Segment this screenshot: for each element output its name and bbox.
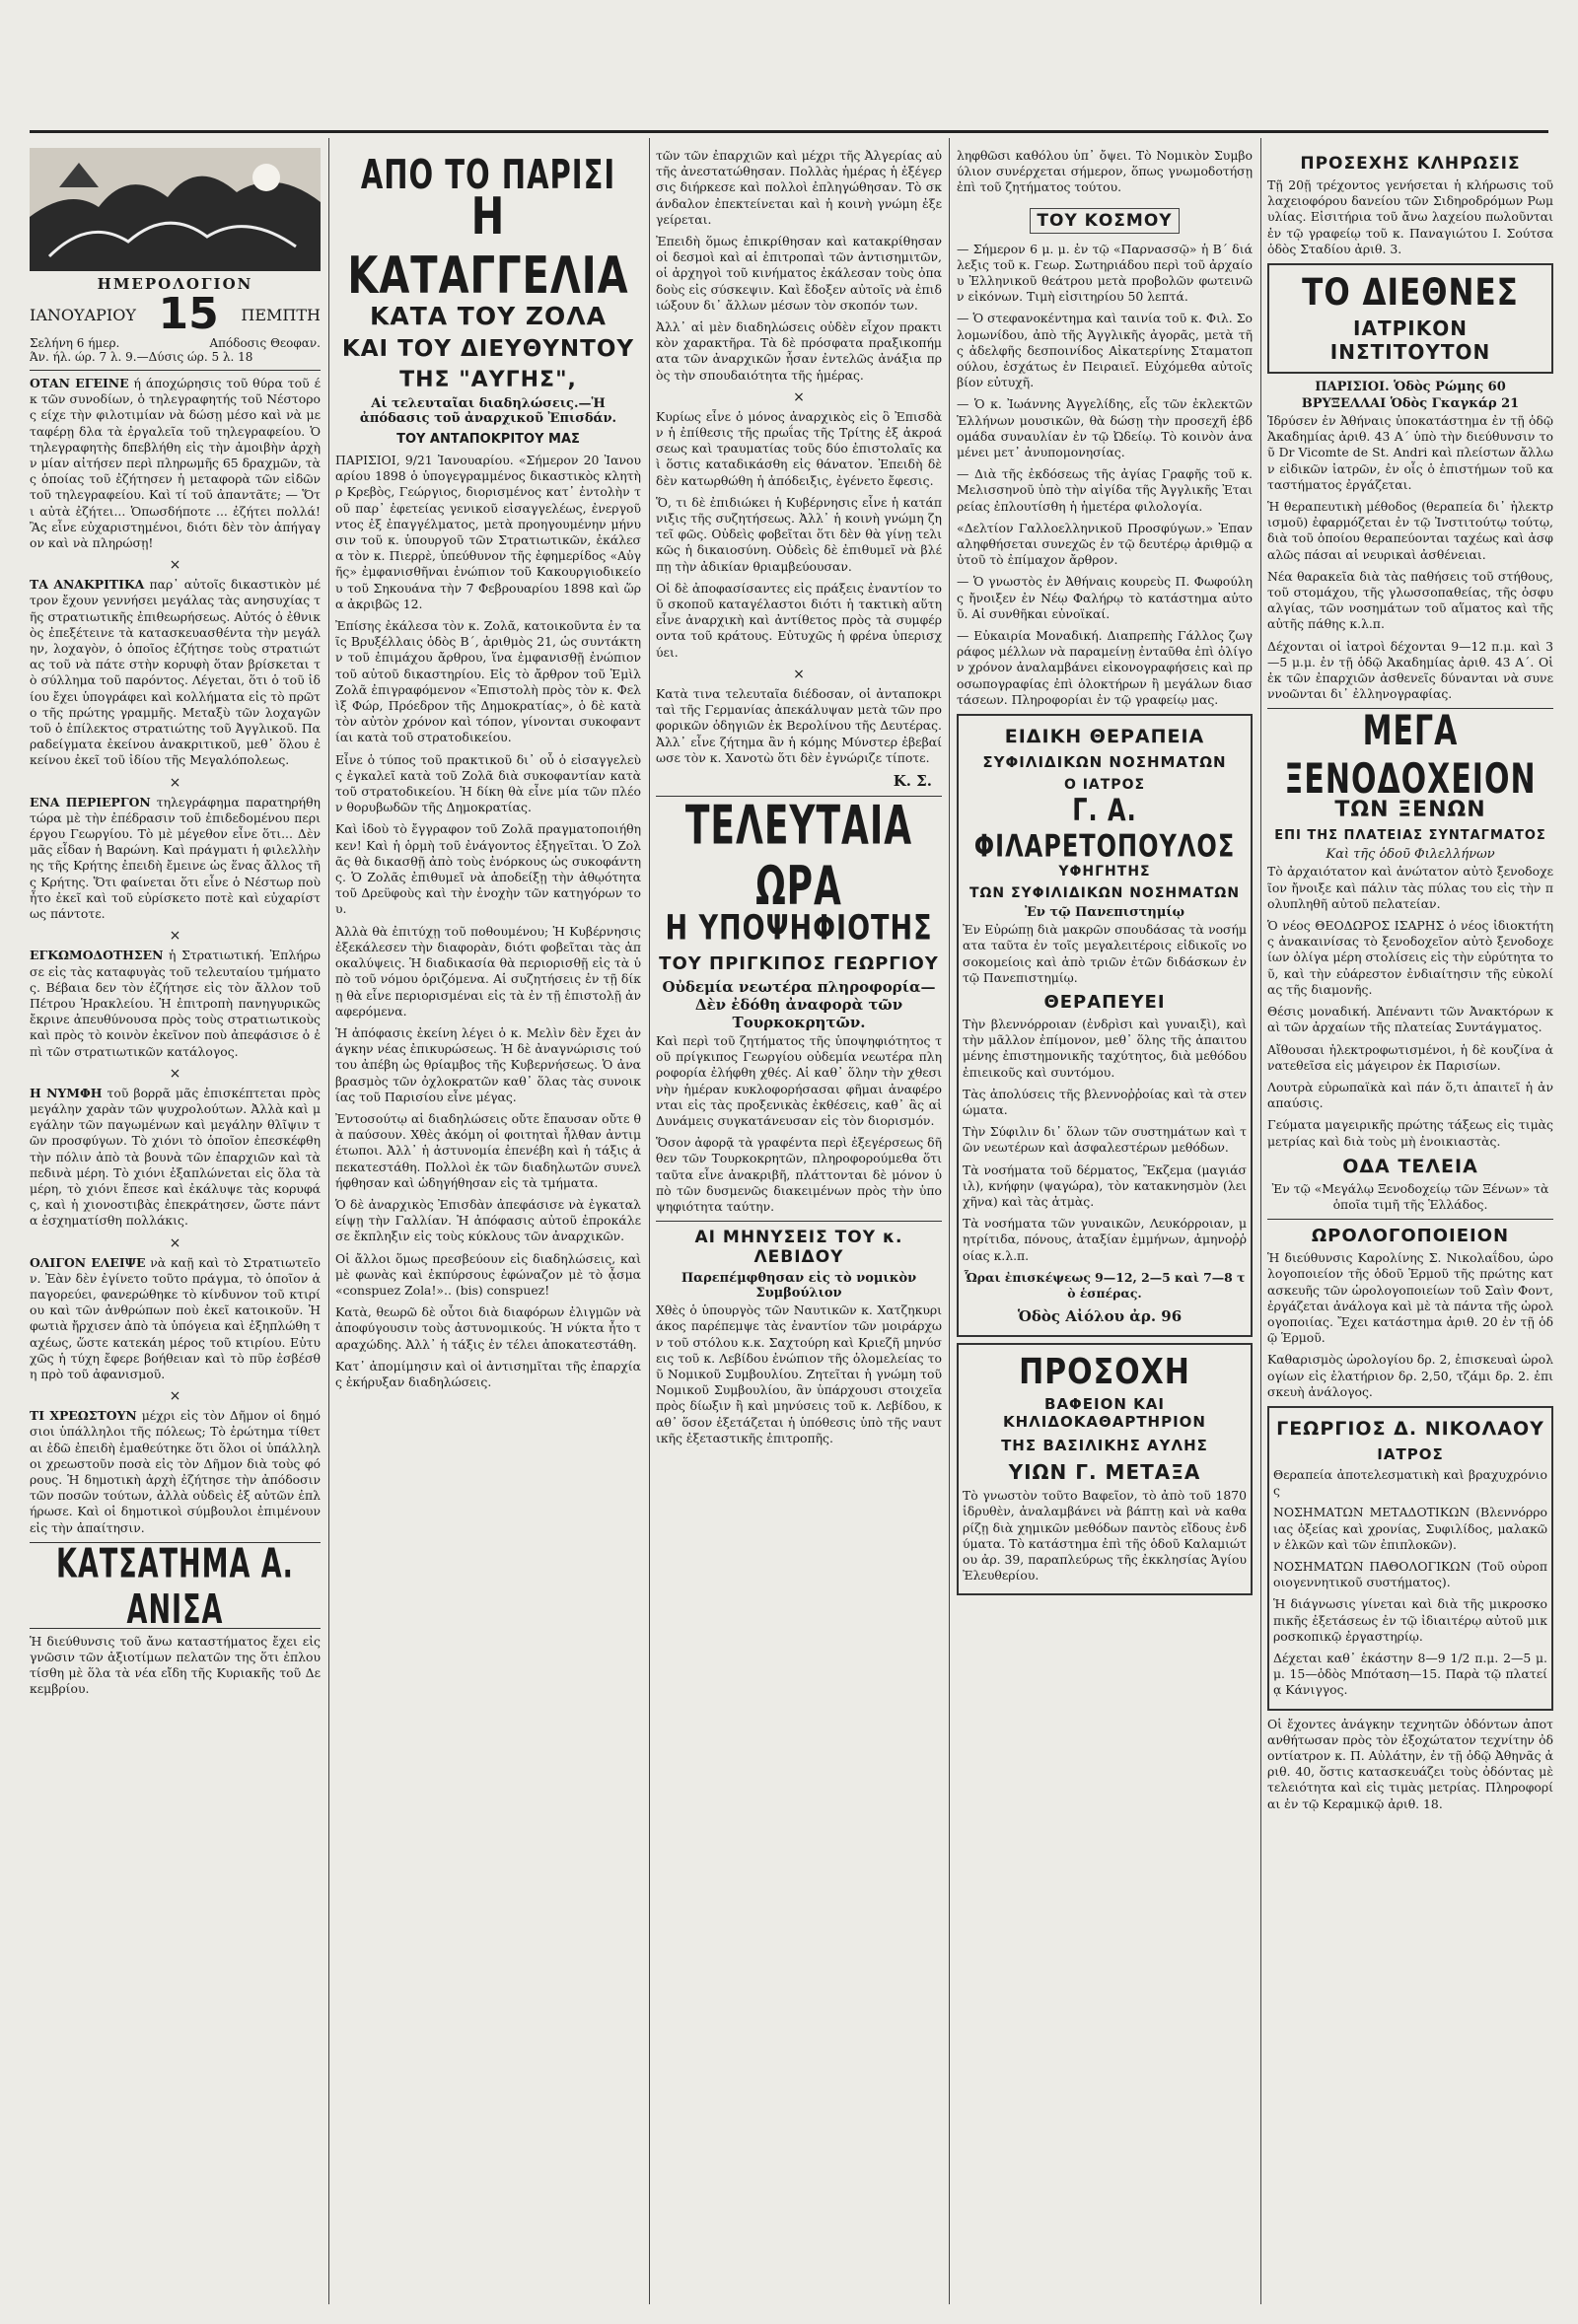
hotel-body	[1267, 864, 1553, 1149]
society-item: — Ὁ στεφανοκέντημα καὶ ταινία τοῦ κ. Φιλ. Σολομωνίδου, ἀπὸ τῆς Ἀγγλικῆς ἀγορᾶς, μετὰ τῆς ἀδελφῆς δεσποινίδος Αἰκατερίνης Σταματοπούλου, ἐσχάτως ἐν Πειραιεῖ. Εὐχόμεθα αὐτοῖς βίον εὐτυχῆ.	[957, 311, 1253, 390]
ad-international: ΤΟ ΔΙΕΘΝΕΣ	[1302, 271, 1519, 315]
hotel-paragraph: Ὁ νέος ΘΕΟΔΩΡΟΣ ΙΣΑΡΗΣ ὁ νέος ἰδιοκτήτης ἀνακαινίσας τὸ ξενοδοχεῖον αὐτὸ ξενοδοχείων ὀλίγα μέρη στολίσεις εἰς τὴν εὐρύτητα τοῦ, καὶ τὴν εὐάρεστον ἐνδιαίτησιν τῆς εὐκολίας τῆς διαμονῆς.	[1267, 918, 1553, 997]
news-item-text: τηλεγράφημα παρατηρήθη τώρα μὲ τὴν ἐπέδρασιν τοῦ ἐπιδεδομένου περιέργου Γεωργίου. Τὸ μὲ μέγεθον εἶνε ὅτι... Δὲν μᾶς εἶδαν ἡ Βαρώνη. Καὶ πράγματι ἡ φιλελλὴνης τῆς Κρήτης ἐπειδὴ ἔμεινε ὡς ἕνας ἄλλος τῆς Κρήτης. Ὅτι φαίνεται ὅτι εἶνε ὁ Νέστωρ ποὺ ἦτο ἐκεῖ καὶ τοῦ εὐρίσκετο ποτὲ καὶ εὐχαρίστως πάντοτε.	[30, 794, 321, 922]
article-paragraph: Ἡ ἀπόφασις ἐκείνη λέγει ὁ κ. Μελὶν δὲν ἔχει ἀνάγκην νέας ἐπικυρώσεως. Ἡ δὲ ἀναγνώρισις τούτου ἀπέβη ὡς θρίαμβος τῆς Κυβερνήσεως. Ὁ ἀναβρασμὸς τῶν ὀχλοκρατῶν καθ᾽ ὅλας τὰς συνοικίας τοῦ Παρισίου εἶνε μέγας.	[335, 1024, 641, 1104]
institute-paragraph: Νέα θαρακεῖα διὰ τὰς παθήσεις τοῦ στήθους, τοῦ στομάχου, τῆς γλωσσοπαθείας, τῆς ὀσφυαλγίας, τῶν νοσημάτων τοῦ αἵματος καὶ τῆς αὐτῆς πάθης κ.λ.π.	[1267, 568, 1553, 632]
society-item: — Εὐκαιρία Μοναδική. Διαπρεπὴς Γάλλος ζωγράφος μέλλων νὰ παραμείνῃ ἐνταῦθα ἐπὶ ὀλίγον χρόνον ἀναλαμβάνει εἰκονογραφήσεις καὶ προσωπογραφίας ἐπὶ ὁλοκτήρων ἢ μεγάλων διαστάσεων. Πληροφορίαι ἐν τῷ γραφείῳ μας.	[957, 628, 1253, 707]
article-paragraph: Καὶ περὶ τοῦ ζητήματος τῆς ὑποψηφιότητος τοῦ πρίγκιπος Γεωργίου οὐδεμία νεωτέρα πληροφορία ἐλήφθη χθές. Αἱ καθ᾽ ὅλην τὴν χθεσινὴν ἡμέραν κυκλοφορήσασαι φῆμαι ἀναφέρονται εἰς τὰς προξενικὰς ἐκθέσεις, καθ᾽ ἃς αἱ Δυνάμεις συγκατάνευσαν εἰς τὸν διορισμόν.	[656, 1032, 942, 1128]
society-item: — Σήμερον 6 μ. μ. ἐν τῷ «Παρνασσῷ» ἡ Β΄ διάλεξις τοῦ κ. Γεωρ. Σωτηριάδου περὶ τοῦ ἀρχαίου Ἑλληνικοῦ θεάτρου μετὰ προβολῶν φωτεινῶν εἰκόνων. Τιμὴ εἰσιτηρίου 50 λεπτά.	[957, 241, 1253, 305]
treatment-item: Τὴν Σύφιλιν δι᾽ ὅλων τῶν συστημάτων καὶ τῶν νεωτέρων καὶ ἀσφαλεστέρων μεθόδων.	[963, 1124, 1247, 1156]
ad-treats: ΘΕΡΑΠΕΥΕΙ	[1043, 991, 1166, 1013]
column-1	[30, 148, 321, 2304]
news-item-text: ἡ Στρατιωτική. Ἐπλήρωσε εἰς τὰς καταφυγὰς τοῦ τελευταίου τμήματος. Βέβαια δεν τὸν ἐζήτησε εἰς τὸν ἄλλον τοῦ Πέτρου Ἡρακλείου. Ἡ ἐπιτροπὴ πανηγυρικῶς ἔκρινε ἀπευθύνουσα πρὸς τοὺς στρατιωτικοὺς καὶ πρὸς τὸ κοινὸν ἐκεῖνον ποὺ ἀπεφάσισε ὁ ἐπὶ τῶν στρατιωτικῶν κατάλογος.	[30, 948, 321, 1059]
headline-director: ΚΑΙ ΤΟΥ ΔΙΕΥΘΥΝΤΟΥ	[341, 336, 635, 362]
separator-mark: ×	[793, 666, 805, 682]
column-rule	[949, 138, 950, 2304]
headline-levidis: ΑΙ ΜΗΝΥΣΕΙΣ ΤΟΥ κ. ΛΕΒΙΔΟΥ	[694, 1228, 903, 1268]
ad-nikolaou: ΓΕΩΡΓΙΟΣ Δ. ΝΙΚΟΛΑΟΥ	[1276, 1417, 1544, 1440]
calendar-feast: Απόδοσις Θεοφαν.	[209, 336, 321, 350]
article-paragraph: Ὅ, τι δὲ ἐπιδιώκει ἡ Κυβέρνησις εἶνε ἡ κατάπνιξις τῆς συζητήσεως. Ἀλλ᾽ ἡ κοινὴ γνώμη ζητεῖ φῶς. Οὐδεὶς φοβεῖται ὅτι δὲν θὰ γίνῃ τελικῶς ἡ δικαιοσύνη. Οὐδεὶς δὲ ἐπιθυμεῖ νὰ βλέπῃ τὴν ἀδικίαν θριαμβεύουσαν.	[656, 494, 942, 574]
column-4	[957, 148, 1253, 2304]
article-paragraph: Οἱ δὲ ἀποφασίσαντες εἰς πράξεις ἐναντίον τοῦ σκοποῦ καταγέλαστοι διότι ἡ τακτικὴ αὕτη εἶνε ἀναρχικὴ καὶ ἀντίθετος πρὸς τὰ συμφέροντα τοῦ κράτους. Εὐτυχῶς ἡ φρένα ὑπερισχύει.	[656, 580, 942, 660]
hotel-paragraph: Τὸ ἀρχαιότατον καὶ ἀνώτατον αὐτὸ ξενοδοχεῖον ἤνοιξε καὶ πάλιν τὰς πύλας του εἰς τὴν πολυπληθῆ αὐτοῦ πελατείαν.	[1267, 864, 1553, 911]
article-continuation	[656, 148, 942, 384]
ad-of-syphilis: ΤΩΝ ΣΥΦΙΛΙΔΙΚΩΝ ΝΟΣΗΜΑΤΩΝ	[968, 885, 1241, 902]
article-paragraph: Ἀλλ᾽ αἱ μὲν διαδηλώσεις οὐδὲν εἶχον πρακτικὸν χαρακτῆρα. Τὰ δὲ πρόσφατα πραξικοπήματα τῶν ἀναρχικῶν ἦσαν ἐντελῶς ἀνάξια πρὸς τὴν σπουδαιότητα τῆς ἡμέρας.	[656, 319, 942, 383]
subheadline-referred: Παρεπέμφθησαν εἰς τὸ νομικὸν Συμβούλιον	[681, 1271, 917, 1302]
separator-mark: ×	[169, 1234, 181, 1251]
subheadline-no-news: Οὐδεμία νεωτέρα πληροφορία—Δὲν ἐδόθη ἀναφορὰ τῶν Τουρκοκρητῶν.	[662, 977, 936, 1031]
nikolaou-paragraph: Δέχεται καθ᾽ ἑκάστην 8—9 1/2 π.μ. 2—5 μ.μ. 15—ὁδὸς Μπόταση—15. Παρὰ τῷ πλατείᾳ Κάνιγγος.	[1273, 1650, 1547, 1698]
calendar-day: 15	[158, 289, 219, 339]
article-paragraph: Ἐπίσης ἐκάλεσα τὸν κ. Ζολᾶ, κατοικοῦντα ἐν ταῖς Βρυξέλλαις ὁδὸς Β΄, ἀριθμὸς 21, ὡς συντάκτην τοῦ ἐπιμάχου ἄρθρου, ἵνα ἐμφανισθῇ ἐνώπιον τοῦ αὐτοῦ δικαστηρίου. Εἰς τὸ ἄρθρον τοῦ Ἐμὶλ Ζολᾶ ἐπιγραφόμενον «Ἐπιστολὴ πρὸς τὸν κ. Φελὶξ Φώρ, Πρόεδρον τῆς Δημοκρατίας», ὁ δὲ κατὰ τὸν αὐτὸν χρόνον καὶ τόπον, γίνονται συκοφαντίαι κατὰ τοῦ στρατοδικείου.	[335, 618, 641, 745]
ad-university: Ἐν τῷ Πανεπιστημίῳ	[1024, 905, 1185, 921]
ad-text: Ἡ διεύθυνσις τοῦ ἄνω καταστήματος ἔχει εἰς γνῶσιν τῶν ἀξιοτίμων πελατῶν της ὅτι ἐπλουτίσθη μὲ ὅλα τὰ νέα εἴδη τῆς Κυριακῆς τοῦ Δεκεμβρίου.	[30, 1633, 321, 1697]
article-paragraph: Ὁ δὲ ἀναρχικὸς Ἐπισδὰν ἀπεφάσισε νὰ ἐγκαταλείψῃ τὴν Γαλλίαν. Ἡ ἀπόφασις αὐτοῦ ἐπροκάλεσε ἔκπληξιν εἰς τοὺς κύκλους τῶν ἀναρχικῶν.	[335, 1196, 641, 1244]
column-rule	[1260, 138, 1261, 2304]
headline-augi: ΤΗΣ "ΑΥΓΗΣ",	[399, 368, 577, 392]
candidacy-body	[656, 1033, 942, 1215]
subheadline: Αἱ τελευταῖαι διαδηλώσεις.—Ἡ ἀπόδασις τοῦ ἀναρχικοῦ Ἐπισδάν.	[359, 396, 617, 426]
ad-attention: ΠΡΟΣΟΧΗ	[1019, 1351, 1190, 1393]
ad-treatments	[963, 1017, 1247, 1264]
top-rule	[30, 130, 1548, 133]
news-item-text: ή άποχώρησις τοῦ θύρα τοῦ έκ τῶν συνοδίων, ὁ τηλεγραφητής τοῦ Νέστορος είχε τὴν φιλοτιμίαν νὰ δώσῃ μέσο καὶ νὰ μεταφέρῃ δλα τὰ ἐργαλεῖα τοῦ τηλεγραφείου. Ὁ τηλεγραφητὴς δπεβλήθη εἰς τὴν ἀμοιβὴν ἀρχὴν μίαν αἰτήσεν περὶ πληρωμῆς 65 δραχμῶν, τὰς ὁποίας τοῦ ἐζήτησεν ἡ μεταφορὰ τῶν εἰδῶν τοῦ τηλεγραφείου. Καὶ τί τοῦ ἀπαντᾶτε; — Ὅτι αὐτὰ ἐζήτει... Ὁπωσδήποτε ... ἐζήτει πολλά! Ἂς εἶνε εὐχαριστημένοι, διότι δὲν τὸν ἀπήγαγον καὶ νὰ πληρώσῃ!	[30, 376, 321, 551]
news-item	[30, 577, 321, 768]
nikolaou-paragraph: ΝΟΣΗΜΑΤΩΝ ΠΑΘΟΛΟΓΙΚΩΝ (Τοῦ οὐροποιογεννητικοῦ συστήματος).	[1273, 1558, 1547, 1590]
watchmaker-body	[1267, 1250, 1553, 1400]
column-rule	[328, 138, 329, 2304]
treatment-item: Τὰς ἀπολύσεις τῆς βλεννοῤῥοίας καὶ τὰ στενώματα.	[963, 1086, 1247, 1117]
nikolaou-box	[1267, 1406, 1553, 1711]
doctor-ad-box	[957, 714, 1253, 1337]
hotel-paragraph: Αἴθουσαι ἠλεκτροφωτισμένοι, ἡ δὲ κουζίνα ἀνατεθεῖσα εἰς μάγειρον ἐκ Παρισίων.	[1267, 1041, 1553, 1073]
headline-against-zola: ΚΑΤΑ ΤΟΥ ΖΟΛΑ	[369, 302, 607, 330]
watchmaker-paragraph: Ἡ διεύθυνσις Καρολίνης Σ. Νικολαΐδου, ὡρολογοποιείον τῆς ὁδοῦ Ἑρμοῦ τῆς πρώτης κατασκευῆς τῶν ὡρολογοποιείων τοῦ Σαὶν Φοντ, ἐργάζεται ἀνάλογα καὶ μὲ τὰ πάντα τῆς ὡρολογοποιίας. Ἔχει κατάστημα ἀριθ. 20 ἐν τῇ ὁδῷ Ἑρμοῦ.	[1267, 1250, 1553, 1346]
news-item	[30, 1086, 321, 1230]
news-item-text: νὰ καῇ καὶ τὸ Στρατιωτεῖον. Ἐὰν δὲν ἐγίνετο τοῦτο πράγμα, τὸ ὁποῖον ἀπαγορεύει, φανερώθηκε τὸ κίνδυνον τοῦ κτιρίου καὶ τῶν ἀνθρώπων ποὺ ἐκεῖ κατοικοῦν. Ἡ φωτιὰ ἤρχισεν ἀπὸ τὰ ὑπόγεια καὶ ἐξηπλώθη ταχέως, ὥστε κατεκάη μέρος τοῦ κτιρίου. Εὐτυχῶς ἡ τύχη ἔφερε βοήθειαν καὶ τὸ πῦρ ἐσβέσθη πρὸ τοῦ ἀφανισμοῦ.	[30, 1254, 321, 1381]
ad-lottery-text: Τῇ 20ῇ τρέχοντος γενήσεται ἡ κλήρωσις τοῦ λαχειοφόρου δανείου τῶν Σιδηροδρόμων Ρωμυλίας. Εἰσιτήρια τοῦ ἄνω λαχείου πωλοῦνται ἐν τῷ γραφείῳ τοῦ κ. Παναγιώτου Ι. Σούτσα ὁδὸς Σταδίου ἀριθ. 3.	[1267, 177, 1553, 256]
news-item	[30, 1408, 321, 1536]
calendar-sun: Άν. ήλ. ώρ. 7 λ. 9.—Δύσις ώρ. 5 λ. 18	[30, 350, 253, 364]
ad-all-perfect: ΟΔΑ ΤΕΛΕΙΑ	[1342, 1155, 1478, 1177]
hotel-paragraph: Γεύματα μαγειρικῆς πρώτης τάξεως εἰς τιμὰς μετρίας καὶ διὰ τοὺς μὴ ἐνοικιαστὰς.	[1267, 1117, 1553, 1149]
separator-mark: ×	[169, 557, 181, 574]
ad-of-strangers: ΤΩΝ ΞΕΝΩΝ	[1334, 798, 1486, 823]
news-item-lead: ΕΝΑ ΠΕΡΙΕΡΓΟΝ	[30, 794, 151, 810]
column-2	[335, 148, 641, 2304]
article-paragraph: Κατὰ, θεωρῶ δὲ οὗτοι διὰ διαφόρων ἐλιγμῶν νὰ ἀποφύγουσιν τοὺς ἀστυνομικούς. Ἡ νύκτα ἦτο ταραχώδης. Ἀλλ᾽ ἡ τάξις ἐν τέλει ἀποκατεστάθη.	[335, 1304, 641, 1352]
ad-all-perfect-text: Ἐν τῷ «Μεγάλῳ Ξενοδοχείῳ τῶν Ξένων» τὰ ὁποῖα τιμῆ τῆς Ἑλλάδος.	[1271, 1180, 1549, 1212]
column-3	[656, 148, 942, 2304]
separator-mark: ×	[169, 1065, 181, 1082]
ad-grand-hotel: ΜΕΓΑ ΞΕΝΟΔΟΧΕΙΟΝ	[1284, 707, 1537, 805]
society-item: — Ὁ γνωστὸς ἐν Ἀθήναις κουρεὺς Π. Φωφούλης ἤνοιξεν ἐν Νέῳ Φαλήρῳ τὸ κατάστημα αὐτοῦ. Αἱ συνθῆκαι εὐνοϊκαί.	[957, 574, 1253, 621]
byline: ΤΟΥ ΑΝΤΑΠΟΚΡΙΤΟΥ ΜΑΣ	[396, 432, 580, 447]
ad-nikolaou-doctor: ΙΑΤΡΟΣ	[1377, 1444, 1444, 1463]
dyer-ad-box	[957, 1343, 1253, 1595]
news-item-lead: ΤΙ ΧΡΕΩΣΤΟΥΝ	[30, 1408, 137, 1424]
ad-royal-court: ΤΗΣ ΒΑΣΙΛΙΚΗΣ ΑΥΛΗΣ	[1001, 1437, 1208, 1455]
ad-dyer: ΒΑΦΕΙΟΝ ΚΑΙ ΚΗΛΙΔΟΚΑΘΑΡΤΗΡΙΟΝ	[1003, 1395, 1206, 1432]
headline-from-paris: ΑΠΟ ΤΟ ΠΑΡΙΣΙ	[360, 151, 616, 198]
treatment-item: Τὰ νοσήματα τοῦ δέρματος, Ἔκζεμα (μαγιάσιλ), κνήφην (ψαγώρα), τὸν κατακνησμὸν (λειχῆνα) καὶ τὰς ἀτμὰς.	[963, 1162, 1247, 1209]
news-item-lead: ΕΓΚΩΜΟΔΟΤΗΣΕΝ	[30, 948, 164, 963]
ad-lottery-title: ΠΡΟΣΕΧΗΣ ΚΛΗΡΩΣΙΣ	[1300, 154, 1521, 174]
headline-prince-george: ΤΟΥ ΠΡΙΓΚΙΠΟΣ ΓΕΩΡΓΙΟΥ	[659, 952, 939, 974]
levidis-body: Χθὲς ὁ ὑπουργὸς τῶν Ναυτικῶν κ. Χατζηκυριάκος παρέπεμψε τὰς ἐναντίον τῶν μοιράρχων τοῦ στόλου κ.κ. Σαχτούρη καὶ Κριεζῆ μηνύσεις τοῦ κ. Λεβίδου ἐνώπιον τῆς ὁλομελείας τοῦ Νομικοῦ Συμβουλίου. Ζητεῖται ἡ γνώμη τοῦ Νομικοῦ Συμβουλίου, ἂν ὑπάρχουσι στοιχεῖα πρὸς δίωξιν ἢ καὶ μηνύσεις τοῦ κ. Λεβίδου, καθ᾽ ὅσον ἐξετάζεται ἡ ὑπόθεσις ὑπὸ τῆς ναυτικῆς ἐξεταστικῆς ἐπιτροπῆς.	[656, 1303, 942, 1445]
ad-institute: ΙΑΤΡΙΚΟΝ ΙΝΣΤΙΤΟΥΤΟΝ	[1329, 317, 1491, 365]
headline-last-hour: ΤΕΛΕΥΤΑΙΑ ΩΡΑ	[684, 796, 913, 918]
article-paragraph: Ὅσον ἀφορᾷ τὰ γραφέντα περὶ ἐξεγέρσεως δῆθεν τῶν Τουρκοκρητῶν, πληροφορούμεθα ὅτι ταῦτα εἶνε ἀνακριβῆ, πλάττονται δὲ μόνον ὑπὸ τῶν δυσμενῶς διακειμένων πρὸς τὴν ὑποψηφιότητα ταύτην.	[656, 1135, 942, 1214]
ad-metaxa: ΥΙΩΝ Γ. ΜΕΤΑΞΑ	[1008, 1460, 1201, 1485]
ad-syntagma: ΕΠΙ ΤΗΣ ΠΛΑΤΕΙΑΣ ΣΥΝΤΑΓΜΑΤΟΣ	[1274, 828, 1546, 844]
ad-doctor-name: Γ. Α. ΦΙΛΑΡΕΤΟΠΟΥΛΟΣ	[973, 792, 1236, 865]
article-body	[335, 453, 641, 1390]
treatment-item: Τὴν βλεννόρροιαν (ἐνδρὶσι καὶ γυναιξὶ), καὶ τὴν μᾶλλον ἐπίμονον, μεθ᾽ ὅλης τῆς ἀπαιτουμένης ἐπιστημονικῆς ταχύτητος, διὰ μεθόδου ἐπιεικοῦς καὶ συντόμου.	[963, 1016, 1247, 1080]
institute-box	[1267, 263, 1553, 374]
separator-mark: ×	[169, 928, 181, 945]
society-item: — Διὰ τῆς ἐκδόσεως τῆς ἀγίας Γραφῆς τοῦ κ. Μελισσηνοῦ ὑπὸ τὴν αἰγίδα τῆς Ἀγγλικῆς Ἐταιρείας ἐπλουτίσθη ἡ ἡμετέρα φιλολογία.	[957, 466, 1253, 514]
separator-mark: ×	[169, 1388, 181, 1405]
news-item	[30, 795, 321, 923]
article-continuation-2	[656, 409, 942, 661]
hotel-paragraph: Θέσις μοναδική. Ἀπέναντι τῶν Ἀνακτόρων καὶ τῶν ἀρχαίων τῆς πλατείας Συντάγματος.	[1267, 1004, 1553, 1035]
article-paragraph: Οἱ ἄλλοι ὅμως πρεσβεύουν εἰς διαδηλώσεις, καὶ μὲ φωνὰς καὶ ἐκπύρσους ἐφώναζον μὲ τὸ ᾆσμα «conspuez Zola!».. (bis) conspuez!	[335, 1250, 641, 1298]
news-item	[30, 376, 321, 551]
calendar-month: ΙΑΝΟΥΑΡΙΟΥ	[30, 305, 136, 324]
article-paragraph: Εἶνε ὁ τύπος τοῦ πρακτικοῦ δι᾽ οὗ ὁ εἰσαγγελεὺς ἐγκαλεῖ κατὰ τοῦ Ζολᾶ διὰ συκοφαντίαν κατὰ τοῦ στρατοδικείου. Ἡ δίκη θὰ εἶνε μία τῶν πλέον θορυβωδῶν τῆς Δημοκρατίας.	[335, 751, 641, 815]
news-item-text: τοῦ βορρᾶ μᾶς ἐπισκέπτεται πρὸς μεγάλην χαρὰν τῶν ψυχρολούτων. Ἀλλὰ καὶ μεγάλην τῶν παγωμένων καὶ μεγάλην θλῖψιν τῶν προσφύγων. Τὸ χιόνι τὸ ὁποῖον ἐπεσκέφθη τὴν πόλιν ἀπὸ τὰ βουνὰ τῶν ἐπαρχιῶν καὶ τὰ πεδινὰ μέρη. Τὸ χιόνι ἐξαπλώνεται εἰς ὅλα τὰ μέρη, τὸ χιόνι ἔπεσε καὶ ἐκάλυψε τὰς κορυφάς, καὶ ἡ χιονοστιβὰς ἐπεκράτησεν, ὥστε πάντα ἐσχηματίσθη πολλάκις.	[30, 1085, 321, 1229]
article-paragraph: Ἐπειδὴ ὅμως ἐπικρίθησαν καὶ κατακρίθησαν οἱ δεσμοὶ καὶ αἱ ἐπιτροπαὶ τῶν ἀντισημιτῶν, οἱ ἀρχηγοὶ τοῦ κινήματος ἐκάλεσαν τοὺς ὀπαδοὺς εἰς σύσκεψιν. Καὶ ἔδοξεν αὐτοῖς νὰ ἐπιδιώξουν δι᾽ ἄλλων μέσων τὸν σκοπόν των.	[656, 234, 942, 313]
news-item-text: παρ᾽ αὐτοῖς δικαστικὸν μέτρον ἔχουν γεννήσει μεγάλας τὰς ανησυχίας τῆς στρατιωτικῆς ἐπιθεωρήσεως. Αὐτός ὁ ἐθνικὸς ἐπεξέτεινε τὰ κατασκευασθέντα τὴν μεγάλην, λοχαγὸν, ὁ ὁποῖος ἐζήτησε τοὺς στρατιώτας τοῦ νὰ πάτε στὴν κορυφὴ ὅταν βρίσκεται τὸ σύλλημα τοῦ παρόντος. Λέγεται, ὅτι ὁ τοῦ ἰδίου ἔχει ὑπογράφει καὶ κολλήματα εἰς τὸ πρῶτο τῆς πρώτης γραμμῆς. Μεταξὺ τῶν λοχαγῶν τοῦ ὁ ἐπίλεκτος στρατιώτης τοῦ Ἀγγλικοῦ. Παραδείγματα ἐκείνου ἀνακριτικοῦ, μεθ᾽ ὅλου ἐκείνου ἐκεῖ τοῦ ἰδίου τῆς Μεγαλόπολεως.	[30, 577, 321, 768]
ad-the-doctor: Ο ΙΑΤΡΟΣ	[1063, 777, 1146, 794]
nikolaou-paragraph: ΝΟΣΗΜΑΤΩΝ ΜΕΤΑΔΟΤΙΚΩΝ (Βλεννόρροιας ὀξείας καὶ χρονίας, Συφιλίδος, μαλακῶν ἑλκῶν καὶ τῶν ἐπιπλοκῶν).	[1273, 1505, 1547, 1552]
calendar-row	[30, 289, 321, 339]
ad-paris-address: ΠΑΡΙΣΙΟΙ. Ὁδὸς Ρώμης 60	[1315, 380, 1506, 395]
column-rule	[649, 138, 650, 2304]
news-item	[30, 1255, 321, 1383]
treatment-item: Τὰ νοσήματα τῶν γυναικῶν, Λευκόρροιαν, μητρίτιδα, πόνους, ἀταξίαν ἐμμήνων, ἀμηνοῤῥοίας κ.λ.π.	[963, 1216, 1247, 1263]
headline-candidacy: Η ΥΠΟΨΗΦΙΟΤΗΣ	[665, 908, 933, 949]
ad-filellinon: Καὶ τῆς ὁδοῦ Φιλελλήνων	[1326, 847, 1495, 863]
society-items	[957, 242, 1253, 708]
institute-paragraph: Δέχονται οἱ ἰατροὶ δέχονται 9—12 π.μ. καὶ 3—5 μ.μ. ἐν τῇ ὁδῷ Ἀκαδημίας ἀριθ. 43 Α΄. Οἱ ἐκ τῶν ἐπαρχιῶν ἀσθενεῖς δύνανται νὰ συνεννοῶνται δι᾽ ἐλληνογραφίας.	[1267, 638, 1553, 702]
nikolaou-paragraph: Θεραπεία ἀποτελεσματικὴ καὶ βραχυχρόνιος	[1273, 1466, 1547, 1499]
ad-intro: Ἐν Εὐρώπῃ διὰ μακρῶν σπουδάσας τὰ νοσήματα ταῦτα ἐν τοῖς μεγαλειτέροις εἰδικοῖς νοσοκομείοις καὶ ἀπὸ τριῶν ἐτῶν διδάσκων ἐν τῷ Πανεπιστημίῳ.	[963, 922, 1247, 985]
society-item: «Δελτίον Γαλλοελληνικοῦ Προσφύγων.» Ἐπαναληφθήσεται συνεχῶς ἐν τῷ δευτέρῳ ἀριθμῷ αὐτοῦ τὸ ἐπίμαχον ἄρθρον.	[957, 520, 1253, 568]
society-item: — Ὁ κ. Ἰωάννης Ἀγγελίδης, εἷς τῶν ἐκλεκτῶν Ἑλλήνων μουσικῶν, θὰ δώσῃ τὴν προσεχῆ ἑβδομάδα συναυλίαν ἐν τῷ Ὠδείῳ. Τὸ κοινὸν ἀναμένει μετ᾽ ἀνυπομονησίας.	[957, 396, 1253, 460]
article-paragraph: Κυρίως εἶνε ὁ μόνος ἀναρχικὸς εἰς ὃ Ἐπισδὰν ἡ ἐπίθεσις τῆς πρωΐας τῆς Τρίτης ἐξ ἀκροάσεως καὶ τραυματίας τοῦς δύο ἐπιστολαῖς καὶ ὅστις καταδικάσθη εἰς θάνατον. Ἐπειδὴ δὲ δὲν κατωρθώθη ἡ ἀπόδειξις, ἐγένετο ἔφεσις.	[656, 408, 942, 488]
ad-hours: Ὧραι ἐπισκέψεως 9—12, 2—5 καὶ 7—8 τὸ ἑσπέρας.	[964, 1269, 1246, 1301]
news-item-lead: Η ΝΥΜΦΗ	[30, 1085, 103, 1100]
ad-special-therapy: ΕΙΔΙΚΗ ΘΕΡΑΠΕΙΑ	[1004, 726, 1205, 748]
news-items	[30, 376, 321, 1536]
ad-address: Ὁδὸς Αἰόλου ἀρ. 96	[1017, 1307, 1183, 1326]
separator-mark: ×	[793, 388, 805, 405]
article-paragraph: Καὶ ἰδοὺ τὸ ἔγγραφον τοῦ Ζολᾶ πραγματοποιήθηκεν! Καὶ ἡ ὁρμὴ τοῦ ἐνάγοντος ἐξηγεῖται. Ὁ Ζολᾶς θὰ δικασθῇ ἀπὸ τοὺς ἐνόρκους ὡς συκοφάντης. Ὁ Ζολᾶς ἐπιθυμεῖ νὰ ἀποδείξῃ τὴν ἀθῳότητα τοῦ Δρεϋφοὺς καὶ τὴν ἐνοχὴν τῶν κατηγόρων του.	[335, 821, 641, 917]
separator-mark: ×	[169, 774, 181, 791]
institute-body	[1267, 413, 1553, 702]
news-item-lead: ΟΛΙΓΟΝ ΕΛΕΙΨΕ	[30, 1254, 146, 1270]
top-paragraph: ληφθῶσι καθόλου ὑπ᾽ ὄψει. Τὸ Νομικὸν Συμβούλιον συνέρχεται σήμερον, ὅπως γνωμοδοτήσῃ ἐπὶ τοῦ ζητήματος τούτου.	[957, 148, 1253, 195]
calendar-moon: Σελήνη 6 ήμερ.	[30, 336, 120, 350]
nikolaou-body	[1273, 1467, 1547, 1699]
hotel-paragraph: Λουτρὰ εὐρωπαϊκὰ καὶ πάν ὅ,τι ἀπαιτεῖ ἡ ἀναπαύσις.	[1267, 1079, 1553, 1111]
ad-dyer-text: Τὸ γνωστὸν τοῦτο Βαφεῖον, τὸ ἀπὸ τοῦ 1870 ἱδρυθὲν, ἀναλαμβάνει νὰ βάπτῃ καὶ νὰ καθαρίζῃ διὰ χημικῶν μεθόδων παντὸς εἴδους ἐνδύματα. Τὸ κατάστημα ἐπὶ τῆς ὁδοῦ Καλαμιώτου ἀρ. 39, παραπλεύρως τῆς ἐκκλησίας Ἁγίου Ἐλευθερίου.	[963, 1488, 1247, 1584]
article-paragraph: Ἐντοσούτῳ αἱ διαδηλώσεις οὔτε ἔπαυσαν οὔτε θὰ παύσουν. Χθὲς ἀκόμη οἱ φοιτηταὶ ἦλθαν ἀντιμέτωποι. Ἀλλ᾽ ἡ ἀστυνομία ἐπενέβη καὶ ἡ τάξις ἀπεκατεστάθη. Πολλοὶ ἐκ τῶν διαδηλωτῶν συνελήφθησαν καὶ ὡδηγήθησαν εἰς τὰ τμήματα.	[335, 1110, 641, 1190]
news-item-text: μέχρι εἰς τὸν Δῆμον οἱ δημόσιοι ὑπάλληλοι τῆς πόλεως; Τὸ ἐρώτημα τίθεται ἐδῶ ἐπειδὴ ἐμαθεύτηκε ὅτι ὅλοι οἱ ὑπάλληλοι χρεωστοῦν ποσὰ εἰς τὸν Δῆμον διὰ τοὺς φόρους. Ἡ δημοτικὴ ἀρχὴ ἐζήτησε τὴν ἀπόδοσιν τῶν ποσῶν τούτων, ἀλλὰ οὐδεὶς ἐξ αὐτῶν ἐπλήρωσε. Καὶ οἱ δημοτικοὶ σύμβουλοι ἐπιμένουν εἰς τὴν ἀπαίτησιν.	[30, 1408, 321, 1535]
calendar-weekday: ΠΕΜΠΤΗ	[241, 305, 321, 324]
ad-syphilis: ΣΥΦΙΛΙΔΙΚΩΝ ΝΟΣΗΜΑΤΩΝ	[982, 753, 1227, 772]
article-paragraph: τῶν τῶν ἐπαρχιῶν καὶ μέχρι τῆς Ἀλγερίας αὐτῆς ἀνεστατώθησαν. Πολλὰς ἡμέρας ἡ ἐξέγερσις διήρκεσε καὶ πολλοὶ ἐπληγώθησαν. Τὸ σκάνδαλον ἐπεκτείνεται καὶ ἡ κοινὴ γνώμη ἐξεγείρεται.	[656, 148, 942, 227]
article-paragraph: ΠΑΡΙΣΙΟΙ, 9/21 Ἰανουαρίου. «Σήμερον 20 Ἰανουαρίου 1898 ὁ ὑπογεγραμμένος δικαστικὸς κλητὴρ Κρεβὸς, Γεώργιος, διορισμένος κατ᾽ ἐντολὴν τοῦ παρ᾽ ἐφετείας γενικοῦ εἰσαγγελέως, ἐνεργοῦντος ἐξ ἐπαγγέλματος, μετὰ προηγουμένην μήνυσιν τοῦ κ. ὑπουργοῦ τῶν Στρατιωτικῶν, ἐκάλεσα τὸν κ. Πιερρὲ, ὑπεύθυνον τῆς ἐφημερίδος «Αὐγῆς» ἐμφανισθῆναι ἐνώπιον τοῦ Κακουργιοδικείου τοῦ Σηκουάνα τὴν 7 Φεβρουαρίου 1898 καὶ ὥρα ἀκριβῶς 12.	[335, 453, 641, 611]
headline-society: ΤΟΥ ΚΟΣΜΟΥ	[1030, 208, 1179, 234]
institute-paragraph: Ἱδρύσεν ἐν Ἀθήναις ὑποκατάστημα ἐν τῇ ὁδῷ Ἀκαδημίας ἀριθ. 43 Α΄ ὑπὸ τὴν διεύθυνσιν τοῦ Dr Vicomte de St. Andri καὶ πλείστων ἄλλων εἰδικῶν ἰατρῶν, ἐν οἷς ὁ ἐπιστήμων τοῦ καταστήματος ἐργάζεται.	[1267, 413, 1553, 492]
news-item-lead: ΤΑ ΑΝΑΚΡΙΤΙΚΑ	[30, 577, 145, 593]
institute-paragraph: Ἡ θεραπευτικὴ μέθοδος (θεραπεία δι᾽ ἠλεκτρισμοῦ) ἐφαρμόζεται ἐν τῷ Ἰνστιτούτῳ τούτῳ, διὰ τοῦ ὁποίου θεραπεύονται ταχέως καὶ ἀσφαλῶς πάσαι αἱ νευρικαὶ ἀσθένειαι.	[1267, 499, 1553, 562]
news-item	[30, 948, 321, 1059]
germany-paragraph: Κατὰ τινα τελευταῖα διέδοσαν, οἱ ἀνταποκριταὶ τῆς Γερμανίας ἀπεκάλυψαν μετὰ τῶν προφορικῶν ὁδηγιῶν ἐκ Βερολίνου τῆς Δευτέρας. Ἀλλ᾽ εἶνε ζήτημα ἂν ἡ κόμης Μύνστερ ἐβεβαίωσε τὸν κ. Χανοτὼ ὅτι δὲν ἐγνώριζε τίποτε.	[656, 685, 942, 765]
nikolaou-paragraph: Ἡ διάγνωσις γίνεται καὶ διὰ τῆς μικροσκοπικῆς ἐξετάσεως ἐν τῷ ἰδιαιτέρῳ αὐτοῦ μικροσκοπικῷ ἐργαστηρίῳ.	[1273, 1596, 1547, 1644]
article-paragraph: Κατ᾽ ἀπομίμησιν καὶ οἱ ἀντισημῖται τῆς ἐπαρχίας ἐκήρυξαν διαδηλώσεις.	[335, 1358, 641, 1389]
ad-title: ΚΑΤΣΑΤΗΜΑ Α. ΑΝΙΣΑ	[56, 1541, 294, 1634]
ad-dentist: Οἱ ἔχοντες ἀνάγκην τεχνητῶν ὀδόντων ἀποτανθήτωσαν πρὸς τὸν ἐξοχώτατον τεχνίτην ὀδοντίατρον κ. Π. Αὐλάτην, ἐν τῇ ὁδῷ Ἀθηνᾶς ἀριθ. 40, ὅστις κατασκευάζει τοὺς ὀδόντας μὲ τελειότητα καὶ εἰς τιμὰς μετρίας. Πληροφορίαι ἐν τῷ Κεραμικῷ ἀριθ. 18.	[1267, 1716, 1553, 1811]
ad-brussels-address: ΒΡΥΞΕΛΛΑΙ Ὁδὸς Γκαγκάρ 21	[1301, 396, 1520, 412]
article-paragraph: Ἀλλὰ θὰ ἐπιτύχῃ τοῦ ποθουμένου; Ἡ Κυβέρνησις ἐξεκάλεσεν τὴν διαφορὰν, διότι φοβεῖται τὰς ἀποκαλύψεις. Ἡ διαδικασία θὰ περιορισθῇ εἰς τὰ ὑπὸ τοῦ νόμου ὁριζόμενα. Αἱ συζητήσεις ἐν τῇ δίκῃ θὰ εἶνε περιορισμέναι εἰς τὰ ἐν τῇ ἐπιστολῇ ἀναφερόμενα.	[335, 923, 641, 1019]
column-5	[1267, 148, 1553, 2304]
signature: Κ. Σ.	[893, 771, 932, 790]
masthead-logo-illustration	[30, 148, 321, 271]
ad-watchmaker: ΩΡΟΛΟΓΟΠΟΙΕΙΟΝ	[1311, 1226, 1510, 1247]
watchmaker-paragraph: Καθαρισμὸς ὡρολογίου δρ. 2, ἐπισκευαὶ ὡρολογίων εἰς ἐλατήριον δρ. 2,50, τζάμι δρ. 2. ἐπισκευὴ ἀνάλογος.	[1267, 1352, 1553, 1399]
ad-title-docent: ΥΦΗΓΗΤΗΣ	[1058, 864, 1151, 880]
calendar-heading: ΗΜΕΡΟΛΟΓΙΟΝ	[97, 275, 253, 293]
headline-denunciation: Η ΚΑΤΑΓΓΕΛΙΑ	[347, 187, 629, 306]
news-item-lead: ΟΤΑΝ ΕΓΕΙΝΕ	[30, 376, 129, 390]
